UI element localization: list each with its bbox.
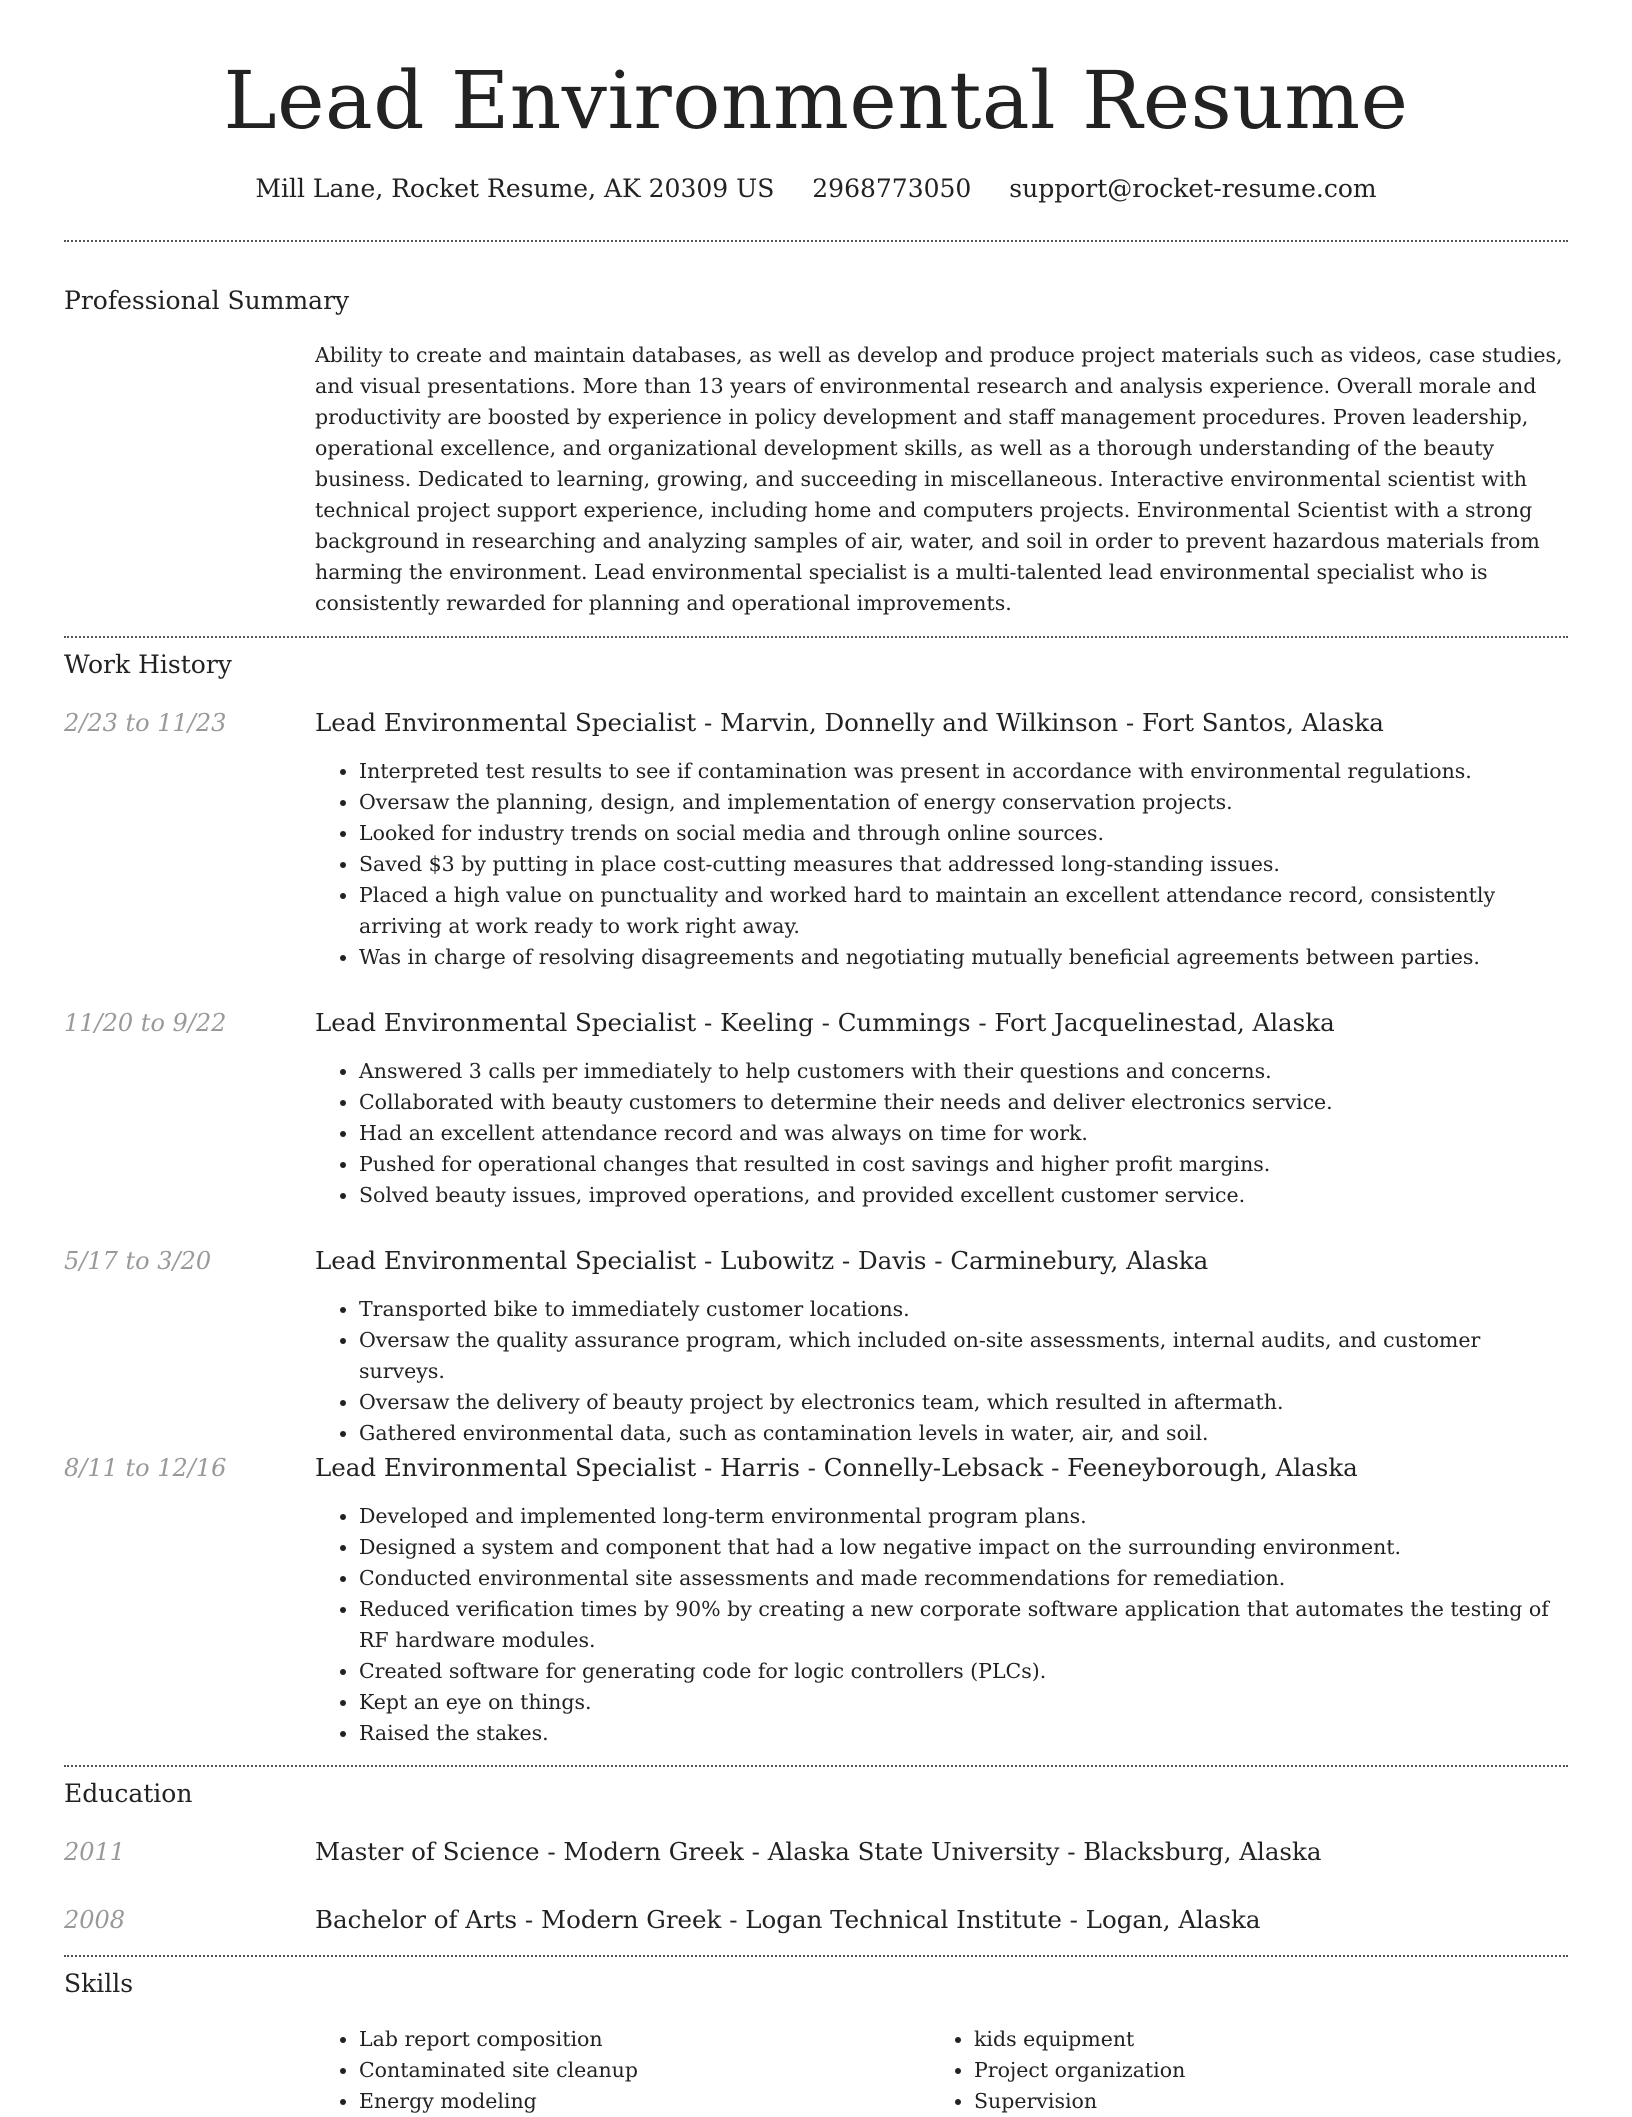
job-heading: Lead Environmental Specialist - Marvin, Donnelly and Wilkinson - Fort Santos, Alaska bbox=[315, 708, 1384, 737]
list-item: • Transported bike to immediately customer locations. bbox=[359, 1294, 1568, 1325]
list-item: • Pushed for operational changes that resulted in cost savings and higher profit margins. bbox=[359, 1149, 1568, 1180]
job-heading: Lead Environmental Specialist - Lubowitz - Davis - Carminebury, Alaska bbox=[315, 1246, 1209, 1275]
list-item: • Reduced verification times by 90% by creating a new corporate software application that automates the testing of RF hardware modules. bbox=[359, 1594, 1568, 1656]
list-item: • Raised the stakes. bbox=[359, 1718, 1568, 1749]
divider bbox=[64, 240, 1568, 242]
list-item: • Collaborated with beauty customers to determine their needs and deliver electronics service. bbox=[359, 1087, 1568, 1118]
list-item: • Project organization bbox=[974, 2055, 1185, 2086]
job-heading: Lead Environmental Specialist - Harris - Connelly-Lebsack - Feeneyborough, Alaska bbox=[315, 1453, 1358, 1482]
email: support@rocket-resume.com bbox=[1009, 174, 1377, 203]
list-item: • Kept an eye on things. bbox=[359, 1687, 1568, 1718]
list-item: • Oversaw the delivery of beauty project by electronics team, which resulted in aftermath. bbox=[359, 1387, 1568, 1418]
summary-text: Ability to create and maintain databases, as well as develop and produce project materials such as videos, case studies, and visual presentations. More than 13 years of environmental research and analysis experience. Overall morale and productivity are boosted by experience in policy development and staff management procedures. Proven leadership, operational excellence, and organizational development skills, as well as a thorough understanding of the beauty business. Dedicated to learning, growing, and succeeding in miscellaneous. Interactive environmental scientist with technical project support experience, including home and computers projects. Environmental Scientist with a strong background in researching and analyzing samples of air, water, and soil in order to prevent hazardous materials from harming the environment. Lead environmental specialist is a multi-talented lead environmental specialist who is consistently rewarded for planning and operational improvements. bbox=[315, 343, 1563, 615]
list-item: • Placed a high value on punctuality and worked hard to maintain an excellent attendance record, consistently arriving at work ready to work right away. bbox=[359, 880, 1568, 942]
list-item: • Solved beauty issues, improved operations, and provided excellent customer service. bbox=[359, 1180, 1568, 1211]
list-item: • Oversaw the quality assurance program, which included on-site assessments, internal audits, and customer surveys. bbox=[359, 1325, 1568, 1387]
job-bullets bbox=[315, 756, 1568, 973]
list-item: • Designed a system and component that had a low negative impact on the surrounding environment. bbox=[359, 1532, 1568, 1563]
list-item: • Conducted environmental site assessments and made recommendations for remediation. bbox=[359, 1563, 1568, 1594]
list-item: • Answered 3 calls per immediately to help customers with their questions and concerns. bbox=[359, 1056, 1568, 1087]
section-title-skills: Skills bbox=[64, 1969, 134, 1998]
list-item: • Saved $3 by putting in place cost-cutting measures that addressed long-standing issues. bbox=[359, 849, 1568, 880]
divider bbox=[64, 636, 1568, 638]
list-item: • kids equipment bbox=[974, 2024, 1185, 2055]
list-item: • Supervision bbox=[974, 2086, 1185, 2117]
skills-list-right bbox=[930, 2024, 1185, 2117]
divider bbox=[64, 1955, 1568, 1957]
list-item: • Contaminated site cleanup bbox=[359, 2055, 638, 2086]
skills-list-left bbox=[315, 2024, 638, 2117]
phone: 2968773050 bbox=[812, 174, 972, 203]
list-item: • Lab report composition bbox=[359, 2024, 638, 2055]
section-title-education: Education bbox=[64, 1779, 193, 1808]
education-heading: Bachelor of Arts - Modern Greek - Logan Technical Institute - Logan, Alaska bbox=[315, 1905, 1261, 1934]
job-dates: 5/17 to 3/20 bbox=[64, 1247, 212, 1275]
list-item: • Created software for generating code for logic controllers (PLCs). bbox=[359, 1656, 1568, 1687]
job-bullets bbox=[315, 1501, 1568, 1749]
education-heading: Master of Science - Modern Greek - Alaska State University - Blacksburg, Alaska bbox=[315, 1837, 1322, 1866]
job-dates: 8/11 to 12/16 bbox=[64, 1454, 227, 1482]
list-item: • Looked for industry trends on social media and through online sources. bbox=[359, 818, 1568, 849]
contact-line bbox=[0, 170, 1632, 208]
job-bullets bbox=[315, 1294, 1568, 1449]
job-heading: Lead Environmental Specialist - Keeling - Cummings - Fort Jacquelinestad, Alaska bbox=[315, 1008, 1335, 1037]
page-title: Lead Environmental Resume bbox=[223, 54, 1409, 147]
list-item: • Gathered environmental data, such as contamination levels in water, air, and soil. bbox=[359, 1418, 1568, 1449]
job-dates: 2/23 to 11/23 bbox=[64, 709, 227, 737]
job-bullets bbox=[315, 1056, 1568, 1211]
address: Mill Lane, Rocket Resume, AK 20309 US bbox=[255, 174, 775, 203]
list-item: • Had an excellent attendance record and was always on time for work. bbox=[359, 1118, 1568, 1149]
job-dates: 11/20 to 9/22 bbox=[64, 1009, 227, 1037]
list-item: • Developed and implemented long-term environmental program plans. bbox=[359, 1501, 1568, 1532]
section-title-work-history: Work History bbox=[64, 650, 232, 679]
list-item: • Interpreted test results to see if contamination was present in accordance with environmental regulations. bbox=[359, 756, 1568, 787]
list-item: • Oversaw the planning, design, and implementation of energy conservation projects. bbox=[359, 787, 1568, 818]
divider bbox=[64, 1765, 1568, 1767]
list-item: • Was in charge of resolving disagreements and negotiating mutually beneficial agreements between parties. bbox=[359, 942, 1568, 973]
education-year: 2008 bbox=[64, 1906, 126, 1934]
section-title-summary: Professional Summary bbox=[64, 286, 350, 315]
list-item: • Energy modeling bbox=[359, 2086, 638, 2117]
education-year: 2011 bbox=[64, 1838, 126, 1866]
